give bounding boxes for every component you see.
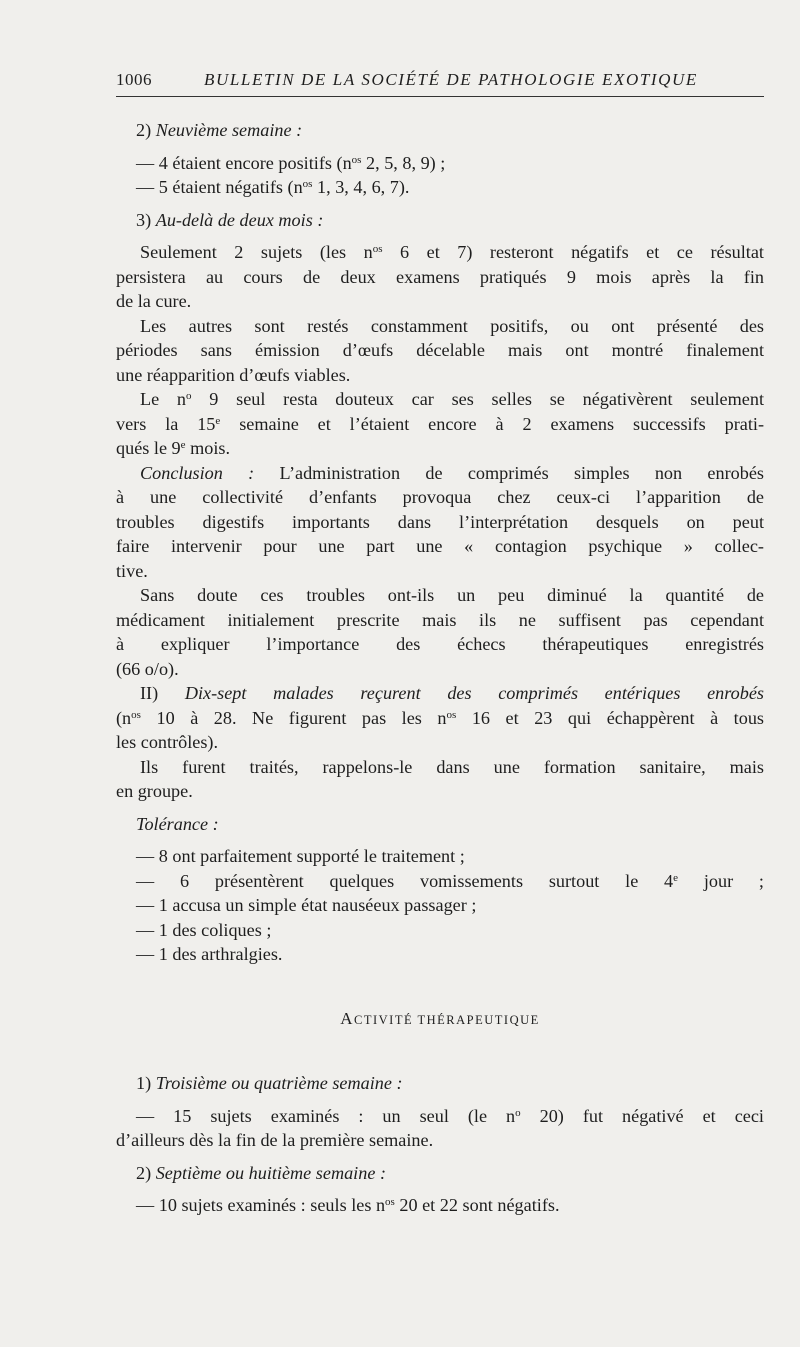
paragraph: Le $n^o$ 9 seul resta douteux car ses selles se négativèrent seulement vers la 15e semaine et l’étaient encore à 2 examens successifs prati- qués le 9e mois. xyxy=(116,389,764,458)
paragraph: II) Dix-sept malades reçurent des comprimés entériques enrobés ($n^{os}$ 10 à 28. Ne figurent pas les $n^{os}$ 16 et 23 qui échappèrent à tous les contrôles). xyxy=(116,683,765,752)
list-item: — 8 ont parfaitement supporté le traitement ; xyxy=(136,846,465,866)
subsection-heading: 3) Au-delà de deux mois : xyxy=(136,209,324,230)
running-header xyxy=(116,70,764,102)
list-item: — 1 des arthralgies. xyxy=(136,944,283,964)
paragraph: Les autres sont restés constamment positifs, ou ont présenté des périodes sans émission d’œufs décelable mais ont montré finalement une réapparition d’œufs viables. xyxy=(116,315,764,385)
section-title: ACTIVITÉ THÉRAPEUTIQUE xyxy=(340,1008,540,1028)
tolerance-heading: Tolérance : xyxy=(136,813,219,834)
subsection-heading: 1) Troisième ou quatrième semaine : xyxy=(136,1073,403,1093)
paragraph: Sans doute ces troubles ont-ils un peu diminué la quantité de médicament initialement prescrite mais ils ne suffisent pas cependant à expliquer l’importance des échecs thérapeutiques enregistrés (66 o/o). xyxy=(116,585,764,679)
list-item-continuation: d’ailleurs dès la fin de la première semaine. xyxy=(116,1130,434,1150)
list-item: — 6 présentèrent quelques vomissements surtout le 4e jour ; xyxy=(136,870,764,891)
list-item: — 15 sujets examinés : un seul (le $n^o$ 20) fut négativé et ceci xyxy=(136,1105,764,1126)
subsection-heading: 2) Neuvième semaine : xyxy=(136,120,303,140)
list-item: — 4 étaient encore positifs ($n^{os}$ 2, 5, 8, 9) ; xyxy=(136,152,446,173)
list-item: — 1 des coliques ; xyxy=(136,919,272,940)
paragraph-conclusion: Conclusion : L’administration de comprimés simples non enrobés à une collectivité d’enfants provoqua chez ceux-ci l’apparition de troubles digestifs importants dans l’interprétation desquels on peut faire intervenir pour une part une « contagion psychique » collec- tive. xyxy=(116,462,764,581)
header-rule xyxy=(116,96,764,97)
paragraph: Ils furent traités, rappelons-le dans une formation sanitaire, mais en groupe. xyxy=(116,756,764,801)
list-item: — 1 accusa un simple état nauséeux passager ; xyxy=(136,895,477,915)
page-number: 1006 xyxy=(116,70,152,89)
list-item: — 10 sujets examinés : seuls les $n^{os}$ 20 et 22 sont négatifs. xyxy=(136,1195,560,1215)
article-body xyxy=(116,118,764,1218)
journal-title: BULLETIN DE LA SOCIÉTÉ DE PATHOLOGIE EXOTIQUE xyxy=(204,70,698,89)
paragraph: Seulement 2 sujets (les $n^{os}$ 6 et 7) resteront négatifs et ce résultat persistera au cours de deux examens pratiqués 9 mois après la fin de la cure. xyxy=(116,242,764,311)
list-item: — 5 étaient négatifs ($n^{os}$ 1, 3, 4, 6, 7). xyxy=(136,177,410,197)
subsection-heading: 2) Septième ou huitième semaine : xyxy=(136,1162,387,1183)
